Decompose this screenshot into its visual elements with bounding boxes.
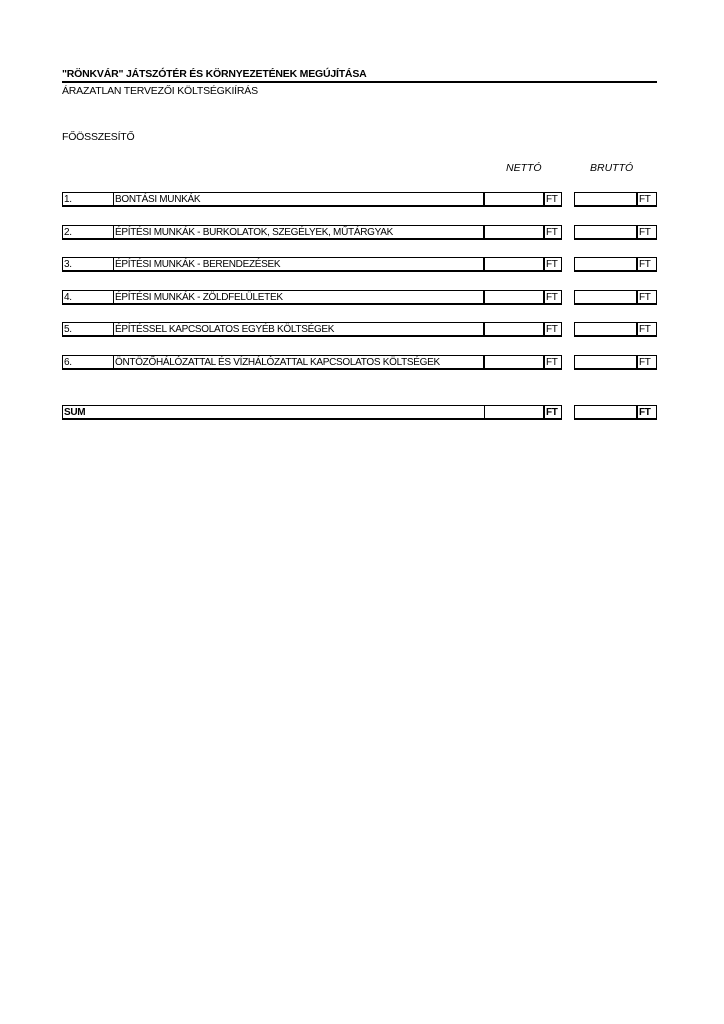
netto-value [484,355,544,370]
column-header-brutto: BRUTTÓ [590,162,634,174]
netto-currency: FT [544,355,562,370]
netto-currency: FT [544,290,562,305]
row-label: ÖNTÖZŐHÁLÓZATTAL ÉS VÍZHÁLÓZATTAL KAPCSOLATOS KÖLTSÉGEK [114,355,484,370]
netto-value [484,322,544,337]
brutto-currency: FT [637,355,657,370]
row-number: 1. [62,192,114,207]
row-number: 5. [62,322,114,337]
netto-currency: FT [544,225,562,240]
row-number: 4. [62,290,114,305]
row-number: 6. [62,355,114,370]
brutto-currency: FT [637,192,657,207]
document-title: "RÖNKVÁR" JÁTSZÓTÉR ÉS KÖRNYEZETÉNEK MEGÚJÍTÁSA [62,68,367,80]
column-header-netto: NETTÓ [506,162,542,174]
brutto-value [574,322,637,337]
netto-currency: FT [544,322,562,337]
brutto-currency: FT [637,290,657,305]
netto-currency: FT [544,192,562,207]
netto-value [484,192,544,207]
row-label: ÉPÍTÉSI MUNKÁK - ZÖLDFELÜLETEK [114,290,484,305]
row-label: BONTÁSI MUNKÁK [114,192,484,207]
brutto-currency: FT [637,225,657,240]
netto-currency: FT [544,405,562,420]
brutto-currency: FT [637,257,657,272]
netto-currency: FT [544,257,562,272]
row-label: ÉPÍTÉSI MUNKÁK - BURKOLATOK, SZEGÉLYEK, MŰTÁRGYAK [114,225,484,240]
brutto-value [574,355,637,370]
document-subtitle: ÁRAZATLAN TERVEZŐI KÖLTSÉGKIÍRÁS [62,85,258,97]
brutto-value [574,225,637,240]
brutto-value [574,290,637,305]
brutto-value [574,257,637,272]
title-rule [62,81,657,83]
brutto-currency: FT [637,405,657,420]
row-label: ÉPÍTÉSI MUNKÁK - BERENDEZÉSEK [114,257,484,272]
brutto-currency: FT [637,322,657,337]
netto-value [484,257,544,272]
sum-label: SUM [62,405,484,420]
sum-brutto-value [574,405,637,420]
brutto-value [574,192,637,207]
row-number: 2. [62,225,114,240]
netto-value [484,290,544,305]
section-title: FŐÖSSZESÍTŐ [62,131,135,143]
row-label: ÉPÍTÉSSEL KAPCSOLATOS EGYÉB KÖLTSÉGEK [114,322,484,337]
sum-netto-value [484,405,544,420]
row-number: 3. [62,257,114,272]
netto-value [484,225,544,240]
